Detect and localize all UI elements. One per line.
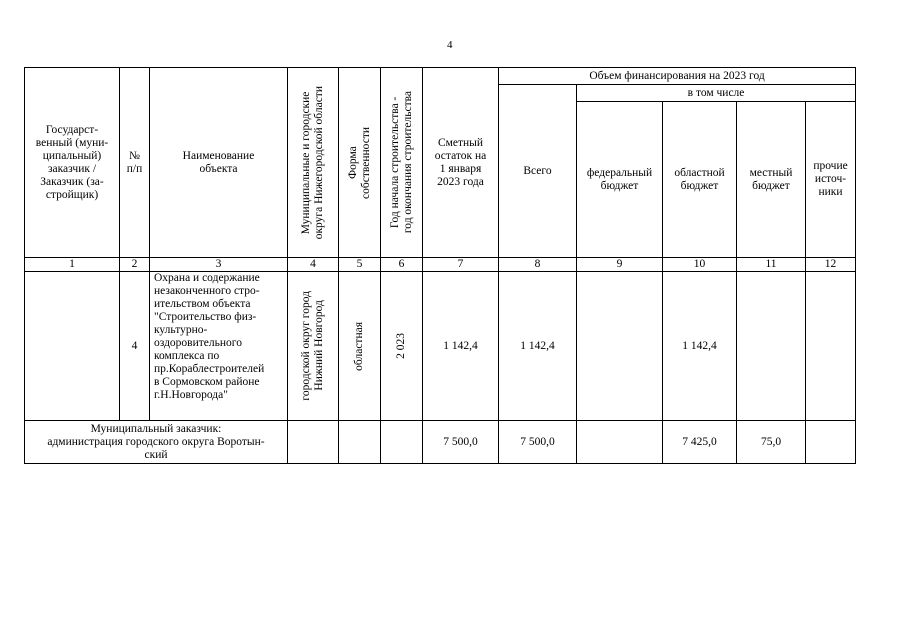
table-row (25, 421, 856, 464)
header-federal: федеральный бюджет (577, 102, 663, 258)
header-financing-volume: Объем финансирования на 2023 год (499, 68, 856, 85)
row1-total: 1 142,4 (499, 272, 577, 421)
row2-estimated-balance: 7 500,0 (423, 421, 499, 464)
column-number: 9 (577, 258, 663, 272)
header-number: № п/п (120, 68, 150, 258)
row2-customer: Муниципальный заказчик: администрация городского округа Воротын- ский (25, 421, 288, 464)
header-including: в том числе (577, 85, 856, 102)
row1-federal (577, 272, 663, 421)
header-other: прочие источ- ники (806, 102, 856, 258)
header-years-cell (381, 68, 423, 258)
header-local: местный бюджет (737, 102, 806, 258)
row1-other (806, 272, 856, 421)
row2-municipality (288, 421, 339, 464)
column-number-row (25, 258, 856, 272)
column-number: 5 (339, 258, 381, 272)
row1-ownership: областная (353, 321, 365, 371)
column-number: 3 (150, 258, 288, 272)
row1-years: 2 023 (395, 333, 407, 359)
row1-estimated-balance: 1 142,4 (423, 272, 499, 421)
row1-municipality-cell (288, 272, 339, 421)
row2-local: 75,0 (737, 421, 806, 464)
row2-years (381, 421, 423, 464)
row1-municipality: городской округ город Нижний Новгород (300, 291, 325, 401)
header-years: Год начала строительства - год окончания строительства (388, 91, 414, 234)
header-estimated-balance: Сметный остаток на 1 января 2023 года (423, 68, 499, 258)
column-number: 4 (288, 258, 339, 272)
column-number: 7 (423, 258, 499, 272)
page-number: 4 (447, 39, 453, 51)
header-total: Всего (499, 85, 577, 258)
header-customer: Государст- венный (муни- ципальный) заказчик / Заказчик (за- стройщик) (25, 68, 120, 258)
row2-total: 7 500,0 (499, 421, 577, 464)
row1-number: 4 (120, 272, 150, 421)
row2-federal (577, 421, 663, 464)
row1-ownership-cell (339, 272, 381, 421)
row1-years-cell (381, 272, 423, 421)
column-number: 6 (381, 258, 423, 272)
row2-other (806, 421, 856, 464)
row1-object-name: Охрана и содержание незаконченного стро- ительством объекта "Строительство физ- культурно- оздоровительного комплекса по пр.Кораблестроителей в Сормовском районе г.Н.Новгорода" (150, 272, 288, 421)
row2-ownership (339, 421, 381, 464)
row1-regional: 1 142,4 (663, 272, 737, 421)
column-number: 12 (806, 258, 856, 272)
header-object-name: Наименование объекта (150, 68, 288, 258)
row1-customer (25, 272, 120, 421)
column-number: 10 (663, 258, 737, 272)
column-number: 2 (120, 258, 150, 272)
column-number: 8 (499, 258, 577, 272)
row1-local (737, 272, 806, 421)
row2-regional: 7 425,0 (663, 421, 737, 464)
column-number: 1 (25, 258, 120, 272)
header-municipality: Муниципальные и городские округа Нижегородской области (300, 85, 325, 240)
column-number: 11 (737, 258, 806, 272)
header-ownership: Форма собственности (346, 126, 372, 199)
financing-table (24, 67, 856, 464)
header-ownership-cell (339, 68, 381, 258)
header-regional: областной бюджет (663, 102, 737, 258)
header-municipality-cell (288, 68, 339, 258)
table-row (25, 272, 856, 421)
